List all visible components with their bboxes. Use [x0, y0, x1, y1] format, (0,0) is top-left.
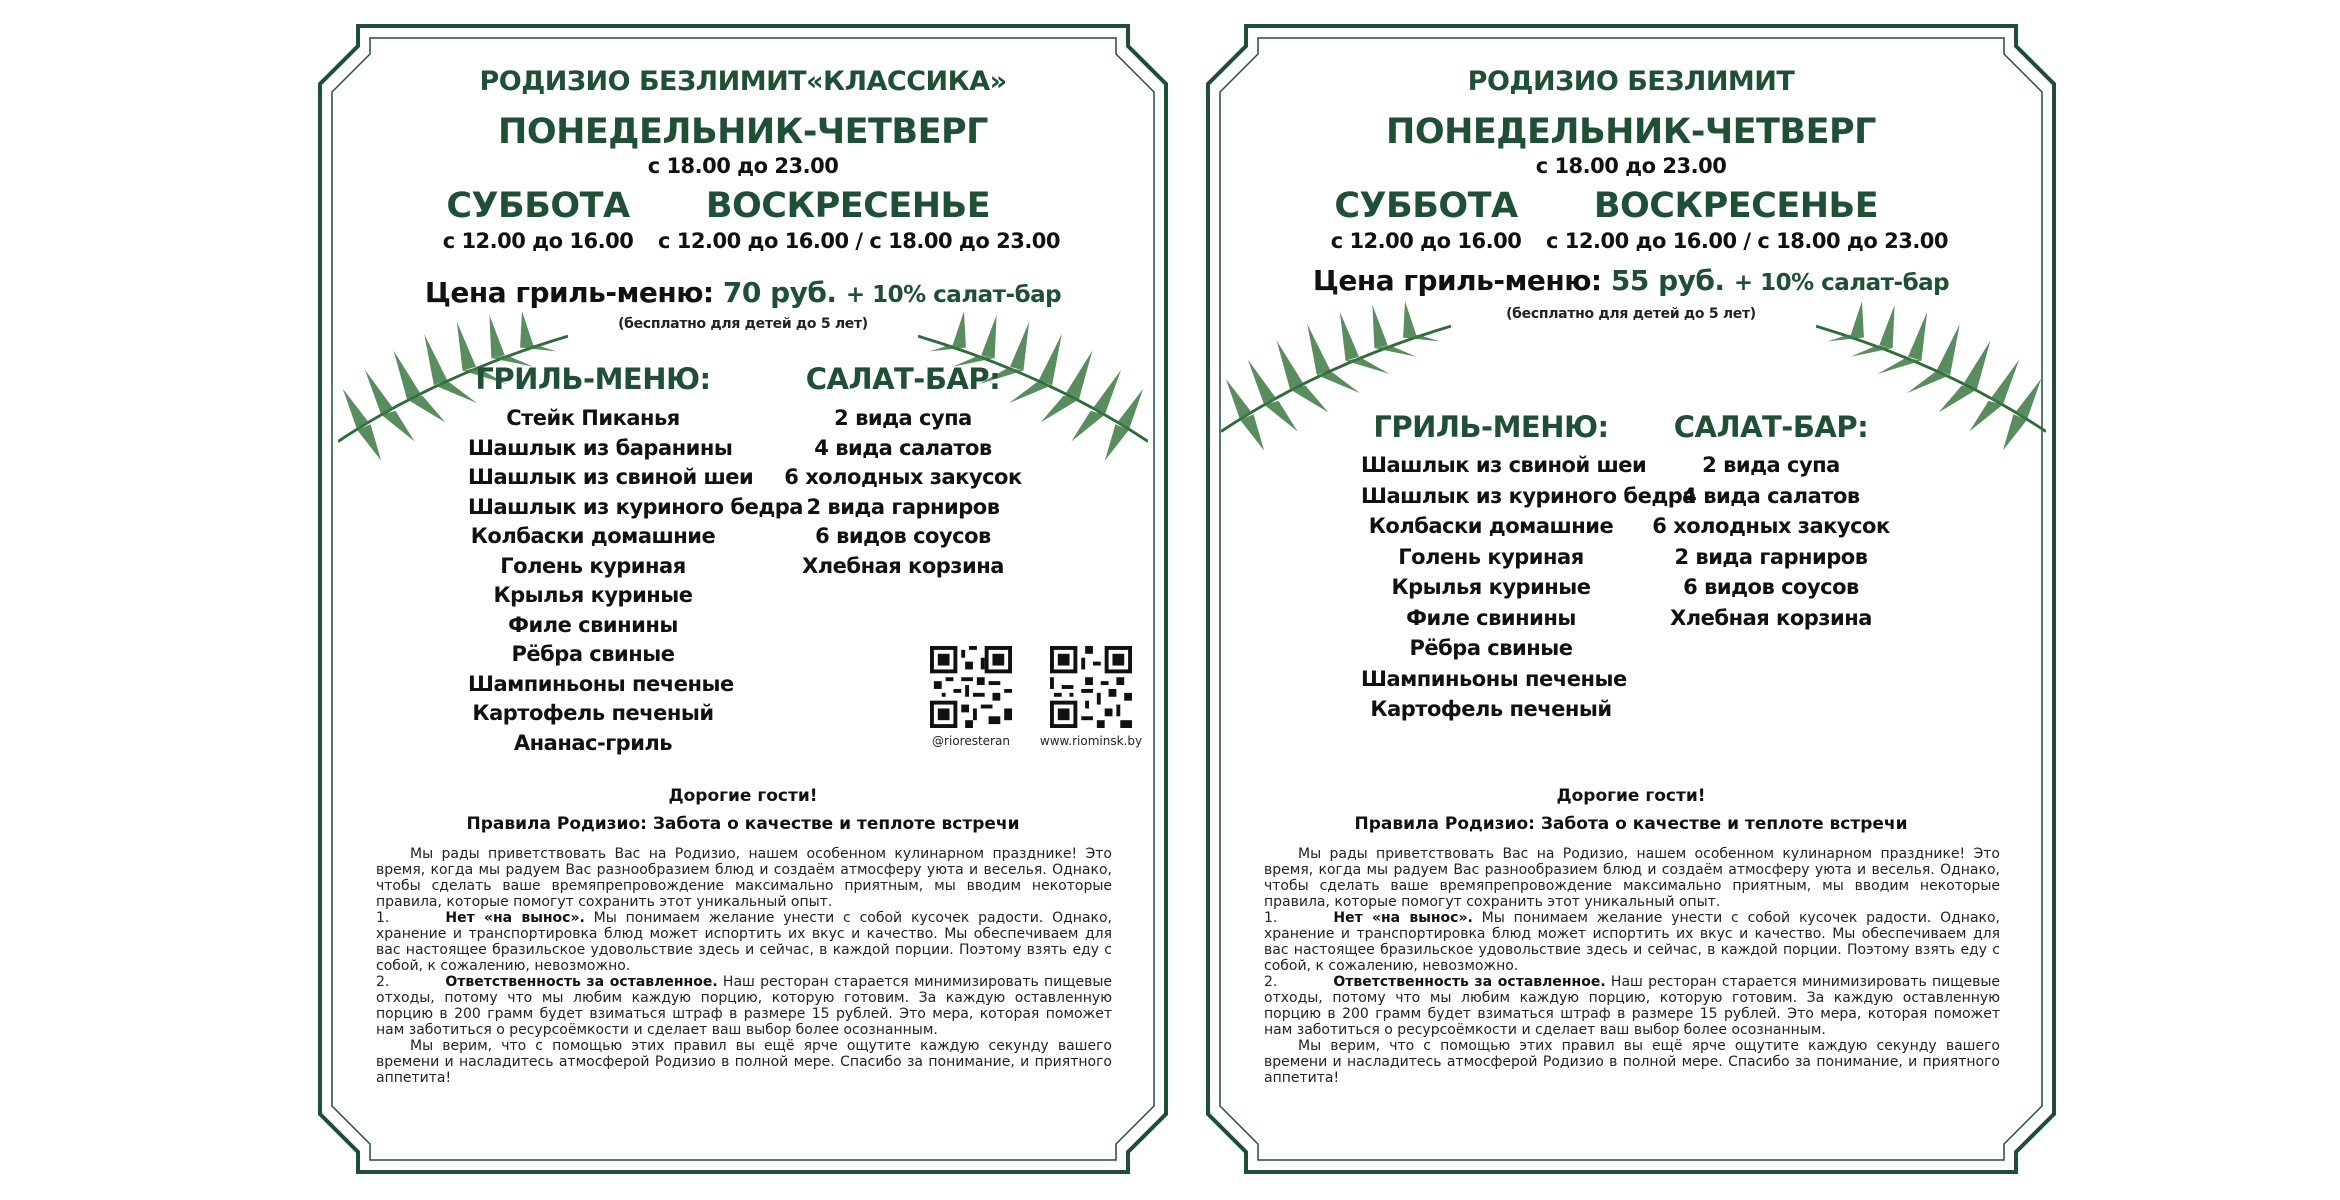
- price-label: Цена гриль-меню:: [1312, 264, 1602, 297]
- grill-menu-item: Крылья куриные: [493, 583, 693, 607]
- rules-text: [376, 846, 1112, 1086]
- grill-menu-list: [1361, 450, 1696, 725]
- qr-code-instagram-icon[interactable]: [930, 646, 1012, 728]
- salad-bar-item: 2 вида супа: [834, 406, 972, 430]
- rules-intro: Мы рады приветствовать Вас на Родизио, нашем особенном кулинарном празднике! Это время, когда мы радуем Вас разнообразием блюд и создаём атмосферу уюта и веселья. Однако, чтобы сделать ваше времяпрепровождение максимально приятным, мы вводим некоторые правила, которые помогут сохранить этот уникальный опыт.: [376, 846, 1112, 910]
- salad-bar-item: 6 холодных закусок: [1652, 514, 1890, 538]
- price-extra: + 10% салат-бар: [1733, 270, 1950, 296]
- grill-menu-item: Шашлык из свиной шеи: [1361, 453, 1647, 477]
- saturday-hours: с 12.00 до 16.00: [442, 229, 634, 253]
- salad-bar-item: 2 вида супа: [1702, 453, 1840, 477]
- rules-closing: Мы верим, что с помощью этих правил вы ещё ярче ощутите каждую секунду вашего времени и насладитесь атмосферой Родизио в полной мере. Спасибо за понимание, и приятного аппетита!: [1264, 1038, 2000, 1086]
- grill-menu-item: Крылья куриные: [1391, 575, 1591, 599]
- salad-bar-heading: САЛАТ-БАР:: [805, 362, 1001, 396]
- grill-menu-item: Колбаски домашние: [1368, 514, 1614, 538]
- rule-1: 1. Нет «на вынос». Мы понимаем желание унести с собой кусочек радости. Однако, хранение и транспортировка блюд может испортить их вкус и качество. Мы обеспечиваем для вас настоящее бразильское удовольствие здесь и сейчас, в каждой порции. Поэтому взять еду с собой, к сожалению, невозможно.: [376, 910, 1112, 974]
- salad-bar-item: 6 видов соусов: [815, 524, 991, 548]
- sunday-hours: с 12.00 до 16.00 / с 18.00 до 23.00: [658, 229, 1061, 253]
- grill-menu-item: Филе свинины: [508, 612, 678, 637]
- qr-caption-instagram: @rioresteran: [932, 734, 1010, 748]
- qr-caption-website: www.riominsk.by: [1039, 734, 1143, 748]
- rules-closing: Мы верим, что с помощью этих правил вы ещё ярче ощутите каждую секунду вашего времени и насладитесь атмосферой Родизио в полной мере. Спасибо за понимание, и приятного аппетита!: [376, 1038, 1112, 1086]
- grill-menu-item: Картофель печеный: [1370, 697, 1612, 721]
- grill-menu-heading: ГРИЛЬ-МЕНЮ:: [1373, 410, 1609, 444]
- menu-card-classic: [318, 24, 1168, 1174]
- salad-bar-heading: САЛАТ-БАР:: [1673, 410, 1869, 444]
- greeting: Дорогие гости!: [1556, 786, 1706, 806]
- price-extra: + 10% салат-бар: [845, 282, 1062, 308]
- weekdays-heading: ПОНЕДЕЛЬНИК-ЧЕТВЕРГ: [498, 112, 988, 152]
- grill-menu-item: Шашлык из свиной шеи: [468, 465, 754, 489]
- salad-bar-item: 2 вида гарниров: [1674, 544, 1868, 569]
- weekdays-heading: ПОНЕДЕЛЬНИК-ЧЕТВЕРГ: [1386, 112, 1876, 152]
- grill-menu-heading: ГРИЛЬ-МЕНЮ:: [475, 362, 711, 396]
- menu-title: РОДИЗИО БЕЗЛИМИТ«КЛАССИКА»: [479, 66, 1007, 97]
- grill-menu-item: Шашлык из баранины: [468, 435, 733, 460]
- grill-menu-item: Ананас-гриль: [513, 730, 673, 755]
- price-label: Цена гриль-меню:: [424, 276, 714, 309]
- grill-menu-item: Шашлык из куриного бедра: [1361, 483, 1696, 508]
- salad-bar-item: 2 вида гарниров: [806, 494, 1000, 519]
- saturday-heading: СУББОТА: [1334, 186, 1518, 226]
- kids-note: (бесплатно для детей до 5 лет): [1506, 306, 1756, 322]
- menu-card-unlimited: [1206, 24, 2056, 1174]
- rules-title: Правила Родизио: Забота о качестве и теплоте встречи: [1354, 814, 1908, 834]
- rules-title: Правила Родизио: Забота о качестве и теплоте встречи: [466, 814, 1020, 834]
- salad-bar-item: 6 видов соусов: [1683, 575, 1859, 599]
- grill-menu-item: Стейк Пиканья: [506, 406, 680, 430]
- grill-menu-item: Филе свинины: [1406, 605, 1576, 630]
- grill-menu-item: Рёбра свиные: [1409, 636, 1573, 660]
- salad-bar-item: Хлебная корзина: [1670, 605, 1872, 630]
- rule-1: 1. Нет «на вынос». Мы понимаем желание унести с собой кусочек радости. Однако, хранение и транспортировка блюд может испортить их вкус и качество. Мы обеспечиваем для вас настоящее бразильское удовольствие здесь и сейчас, в каждой порции. Поэтому взять еду с собой, к сожалению, невозможно.: [1264, 910, 2000, 974]
- greeting: Дорогие гости!: [668, 786, 818, 806]
- grill-menu-item: Голень куриная: [500, 553, 686, 578]
- salad-bar-item: Хлебная корзина: [802, 553, 1004, 578]
- menu-title: РОДИЗИО БЕЗЛИМИТ: [1467, 66, 1795, 97]
- kids-note: (бесплатно для детей до 5 лет): [618, 316, 868, 332]
- rule-2: 2. Ответственность за оставленное. Наш ресторан старается минимизировать пищевые отходы, потому что мы любим каждую порцию, которую готовим. За каждую оставленную порцию в 200 грамм будет взиматься штраф в размере 15 рублей. Это мера, которая поможет нам заботиться о ресурсоёмкости и сделает ваш выбор более осознанным.: [1264, 974, 2000, 1038]
- salad-bar-item: 4 вида салатов: [1682, 483, 1860, 508]
- sunday-heading: ВОСКРЕСЕНЬЕ: [1593, 186, 1879, 226]
- price-value: 55 руб.: [1610, 264, 1725, 297]
- grill-menu-list: [468, 404, 803, 758]
- saturday-heading: СУББОТА: [446, 186, 630, 226]
- weekdays-hours: с 18.00 до 23.00: [1535, 154, 1727, 178]
- price-line: [318, 276, 1168, 309]
- grill-menu-item: Картофель печеный: [472, 701, 714, 725]
- salad-bar-item: 6 холодных закусок: [784, 465, 1022, 489]
- weekdays-hours: с 18.00 до 23.00: [647, 154, 839, 178]
- rules-intro: Мы рады приветствовать Вас на Родизио, нашем особенном кулинарном празднике! Это время, когда мы радуем Вас разнообразием блюд и создаём атмосферу уюта и веселья. Однако, чтобы сделать ваше времяпрепровождение максимально приятным, мы вводим некоторые правила, которые помогут сохранить этот уникальный опыт.: [1264, 846, 2000, 910]
- grill-menu-item: Голень куриная: [1398, 544, 1584, 569]
- sunday-heading: ВОСКРЕСЕНЬЕ: [705, 186, 991, 226]
- salad-bar-list: [778, 404, 1028, 581]
- rules-text: [1264, 846, 2000, 1086]
- grill-menu-item: Шашлык из куриного бедра: [468, 494, 803, 519]
- qr-code-website-icon[interactable]: [1050, 646, 1132, 728]
- salad-bar-item: 4 вида салатов: [814, 435, 992, 460]
- grill-menu-item: Колбаски домашние: [470, 524, 716, 548]
- price-value: 70 руб.: [722, 276, 837, 309]
- grill-menu-item: Рёбра свиные: [511, 642, 675, 666]
- grill-menu-item: Шампиньоны печеные: [1361, 666, 1627, 691]
- salad-bar-list: [1646, 450, 1896, 633]
- price-line: [1206, 264, 2056, 297]
- rule-2: 2. Ответственность за оставленное. Наш ресторан старается минимизировать пищевые отходы, потому что мы любим каждую порцию, которую готовим. За каждую оставленную порцию в 200 грамм будет взиматься штраф в размере 15 рублей. Это мера, которая поможет нам заботиться о ресурсоёмкости и сделает ваш выбор более осознанным.: [376, 974, 1112, 1038]
- grill-menu-item: Шампиньоны печеные: [468, 671, 734, 696]
- saturday-hours: с 12.00 до 16.00: [1330, 229, 1522, 253]
- sunday-hours: с 12.00 до 16.00 / с 18.00 до 23.00: [1546, 229, 1949, 253]
